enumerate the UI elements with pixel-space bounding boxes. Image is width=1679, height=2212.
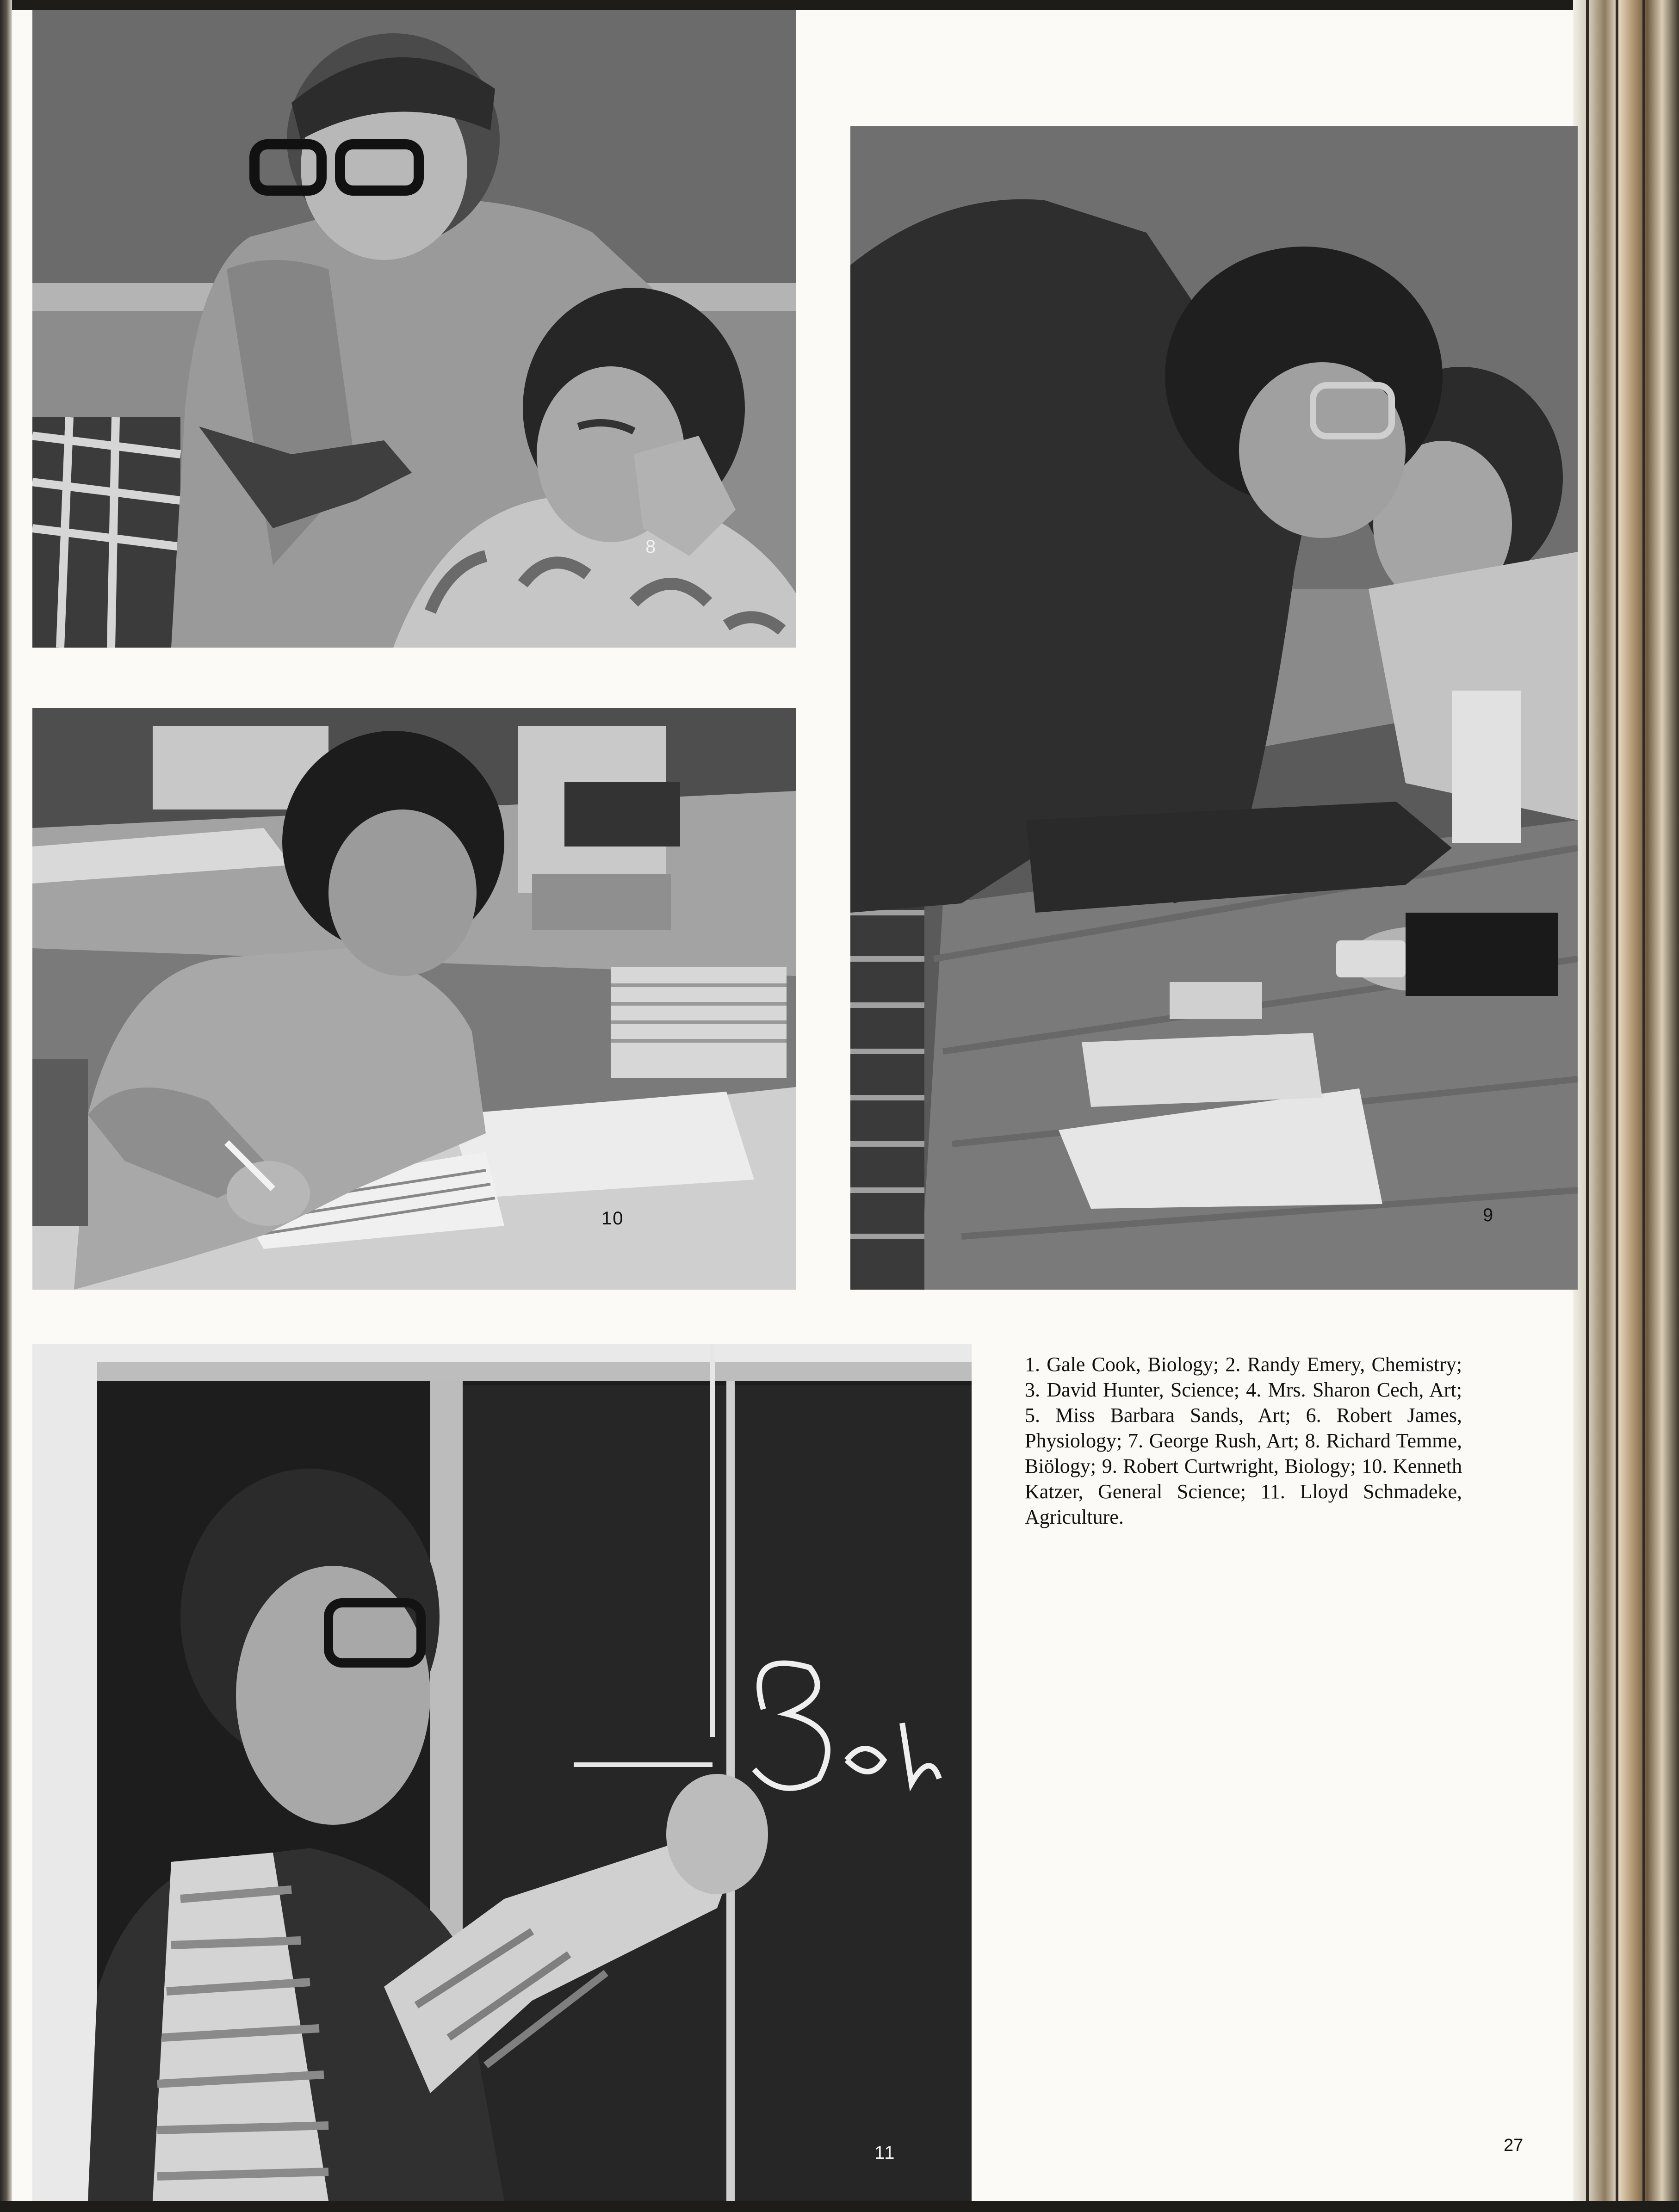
page-bottom-edge [0, 2201, 1679, 2212]
photo-9-image [850, 126, 1578, 1290]
page-number: 27 [1504, 2136, 1524, 2155]
page-stack-edge [1573, 0, 1679, 2212]
photo-teacher-at-chalkboard [32, 1344, 972, 2201]
photo-teacher-with-student [32, 10, 796, 648]
page-edge-line [1642, 0, 1645, 2212]
binding-gutter [0, 0, 12, 2212]
photo-teacher-writing [32, 708, 796, 1290]
page-edge-line [1586, 0, 1589, 2212]
photo-8-image [32, 10, 796, 648]
photo-caption: 1. Gale Cook, Biology; 2. Randy Emery, Chemistry; 3. David Hunter, Science; 4. Mrs. Sharon Cech, Art; 5. Miss Barbara Sands, Art; 6. Robert James, Physiology; 7. George Rush, Art; 8. Richard Temme, Biölogy; 9. Robert Curtwright, Biology; 10. Kenneth Katzer, General Science; 11. Lloyd Schmadeke, Agriculture. [1025, 1353, 1462, 1528]
photo-8-number: 8 [645, 537, 657, 557]
photo-11-image [32, 1344, 972, 2201]
photo-10-image [32, 708, 796, 1290]
page-edge-line [1616, 0, 1618, 2212]
photo-teacher-at-lab-table [850, 126, 1578, 1290]
photo-10-number: 10 [601, 1208, 624, 1229]
photo-11-number: 11 [874, 2143, 896, 2163]
photo-9-number: 9 [1483, 1205, 1494, 1225]
page-top-edge [0, 0, 1679, 10]
